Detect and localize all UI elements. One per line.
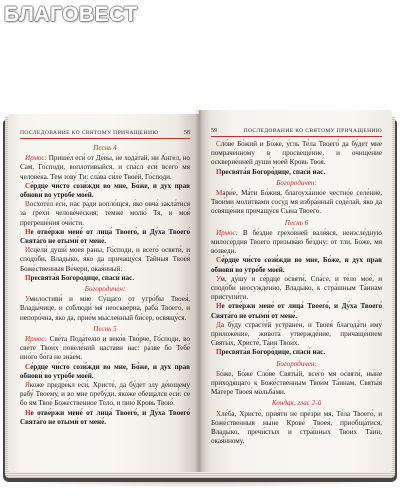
book-gutter [195, 110, 203, 472]
irmos-label: Ирмос: [25, 335, 47, 344]
irmos [20, 154, 190, 182]
watermark-logo: БЛАГОВЕСТ [4, 3, 138, 26]
header-rule [20, 138, 190, 139]
troparion-text: Я́коже предре́кл еси́, Христе́, да бу́дет злу де́ющему рабу́ Твоему́, и во мне пребу́ди, я́коже обеща́лся еси́: се бо ям Твое́ Боже́ственное Те́ло, и пию́ Кровь Твою́. [20, 381, 190, 408]
refrain-line: Не отве́ржи мене́ от лица́ Твоего́, и Ду́ха Твоего́ Свята́го не отыми́ от мене́. [211, 302, 382, 320]
refrain-line: Се́рдце чи́сто сози́жди во мне, Бо́же, и дух прав обнови́ во утро́бе мое́й. [20, 181, 190, 200]
left-running-head [20, 129, 190, 136]
refrain-line: Се́рдце чи́сто сози́жди во мне, Бо́же, и дух прав обнови́ во утро́бе мое́й. [20, 362, 190, 380]
troparion-text: Ум, ду́шу и се́рдце освяти́, Спа́се, и те́ло мое́, и сподо́би неосужде́нно, Влады́ко, к стра́шным Та́инам приступи́ти. [211, 274, 382, 302]
refrain-line: Пресвята́я Богоро́дице, спаси́ нас. [216, 348, 326, 357]
left-page-text [20, 142, 190, 427]
irmos [20, 335, 190, 363]
refrain-line: Пресвята́я Богоро́дице, спаси́ нас. [25, 273, 135, 282]
right-page-text [211, 140, 382, 447]
irmos [211, 229, 382, 257]
irmos-text: Све́та Пода́телю и веко́в Тво́рче, Го́споди, во све́те Твои́х повеле́ний наста́ви нас: ра́зве бо Тебе́ ино́го бо́га не зна́ем. [20, 335, 190, 362]
theotokion-label: Богородичен: [276, 359, 317, 368]
running-head-title: ПОСЛЕДОВАНИЕ КО СВЯТОМУ ПРИЧАЩЕНИЮ [243, 128, 382, 134]
page-number: 59 [211, 127, 218, 134]
refrain-line: Се́рдце чи́сто сози́жди во мне, Бо́же, и дух прав обнови́ во утро́бе мое́й. [211, 256, 382, 274]
irmos-label: Ирмос: [216, 228, 238, 237]
theotokion-text: Мари́е, Ма́ти Бо́жия, благоуха́нное честно́е селе́ние, Твои́ми моли́твами сосу́д мя избра́нный соде́лай, я́ко да освяще́ния причащу́ся Сы́на Твоего́. [211, 189, 382, 216]
theotokion-label: Богородичен: [84, 285, 126, 294]
right-page [199, 110, 392, 472]
refrain-line: Не отве́ржи мене́ от лица́ Твоего́, и Ду́ха Твоего́ Свята́го не отыми́ от мене́. [20, 227, 190, 246]
header-rule [211, 136, 382, 137]
irmos-text: В бе́здне грехо́вней валя́яся, неизсле́дную милосе́рдия Твоего́ призыва́ю бе́здну: от тли, Бо́же, мя возведи́. [211, 228, 382, 256]
irmos-text: Прише́л еси́ от Де́вы, не хода́тай, ни А́нгел, но Сам, Го́споди, воплоти́выйся, и спа́сл еси́ всего́ мя челове́ка. Тем зову́ Ти: сла́ва си́ле Твое́й, Го́споди. [20, 154, 190, 181]
theotokion-label: Богородичен: [276, 178, 317, 187]
refrain-line: Пресвята́я Богоро́дице, спаси́ нас. [216, 167, 326, 176]
kontakion-heading: Кондак, глас 2-й [271, 399, 322, 408]
theotokion-text: Умилостиви́ и мне Су́щаго от утро́бы Твоея́, Влады́чице, и соблюди́ мя неоскве́рна, раба́ Твоего́, и непоро́чна, я́ко да, прие́м мы́сленный би́сер, освящу́ся. [20, 295, 190, 322]
troparion-text: Сло́ве Бо́жий и Бо́же, у́гль Те́ла Твоего́ да бу́дет мне помраче́нному в просвеще́ние, и очище́ние оскверне́нней души́ мое́й Кровь Твоя́. [211, 140, 382, 167]
troparion-text: Да бу́ду страсте́й устране́н, и Твоея́ благода́ти иму́ приложе́ние, живота́ утвержде́ние, причаще́нием Святы́х, Христе́, Та́ин Твои́х. [211, 320, 382, 348]
right-running-head [211, 127, 382, 134]
troparion-text: Исцели́ души́ моея́ ра́ны, Го́споди, и всего́ освяти́, и сподо́би, Влады́ко, я́ко да причащу́ся Та́йныя Твоея́ Боже́ственныя Ве́чери, окая́нный. [20, 246, 190, 273]
refrain-line: Не отве́ржи мене́ от лица́ Твоего́, и Ду́ха Твоего́ Свята́го не отыми́ от мене́. [20, 408, 190, 426]
irmos-label: Ирмос: [25, 154, 47, 163]
page-number: 58 [183, 129, 190, 136]
troparion-text: Восхоте́л еси́, нас ра́ди вопло́щся, я́ко овча́ закла́тися за грехи́ челове́ческия; те́мже молю́ Тя, и моя́ прегреше́ния очи́сти. [20, 200, 190, 227]
running-head-title: ПОСЛЕДОВАНИЕ КО СВЯТОМУ ПРИЧАЩЕНИЮ [20, 130, 159, 136]
left-page [8, 114, 199, 472]
ode-heading: Песнь 5 [93, 324, 117, 333]
ode-heading: Песнь 4 [93, 144, 117, 152]
kontakion-text: Хле́ба, Христе́, прия́ти не пре́зри мя, Те́ла Твоего́, и Боже́ственныя ны́не Крове́ Твоея́, приобща́тися, Влады́ко, пречи́стых и стра́шных Твои́х Та́ин, окая́нному, [211, 409, 382, 446]
theotokion-text: Бо́же, Бо́же Сло́ве Святы́й, всего́ мя освяти́, ны́не приходя́щаго к Боже́ственным Твои́м Та́инам, Святы́я Ма́тере Твоея́ мольба́ми. [211, 369, 382, 397]
ode-heading: Песнь 6 [284, 218, 309, 227]
